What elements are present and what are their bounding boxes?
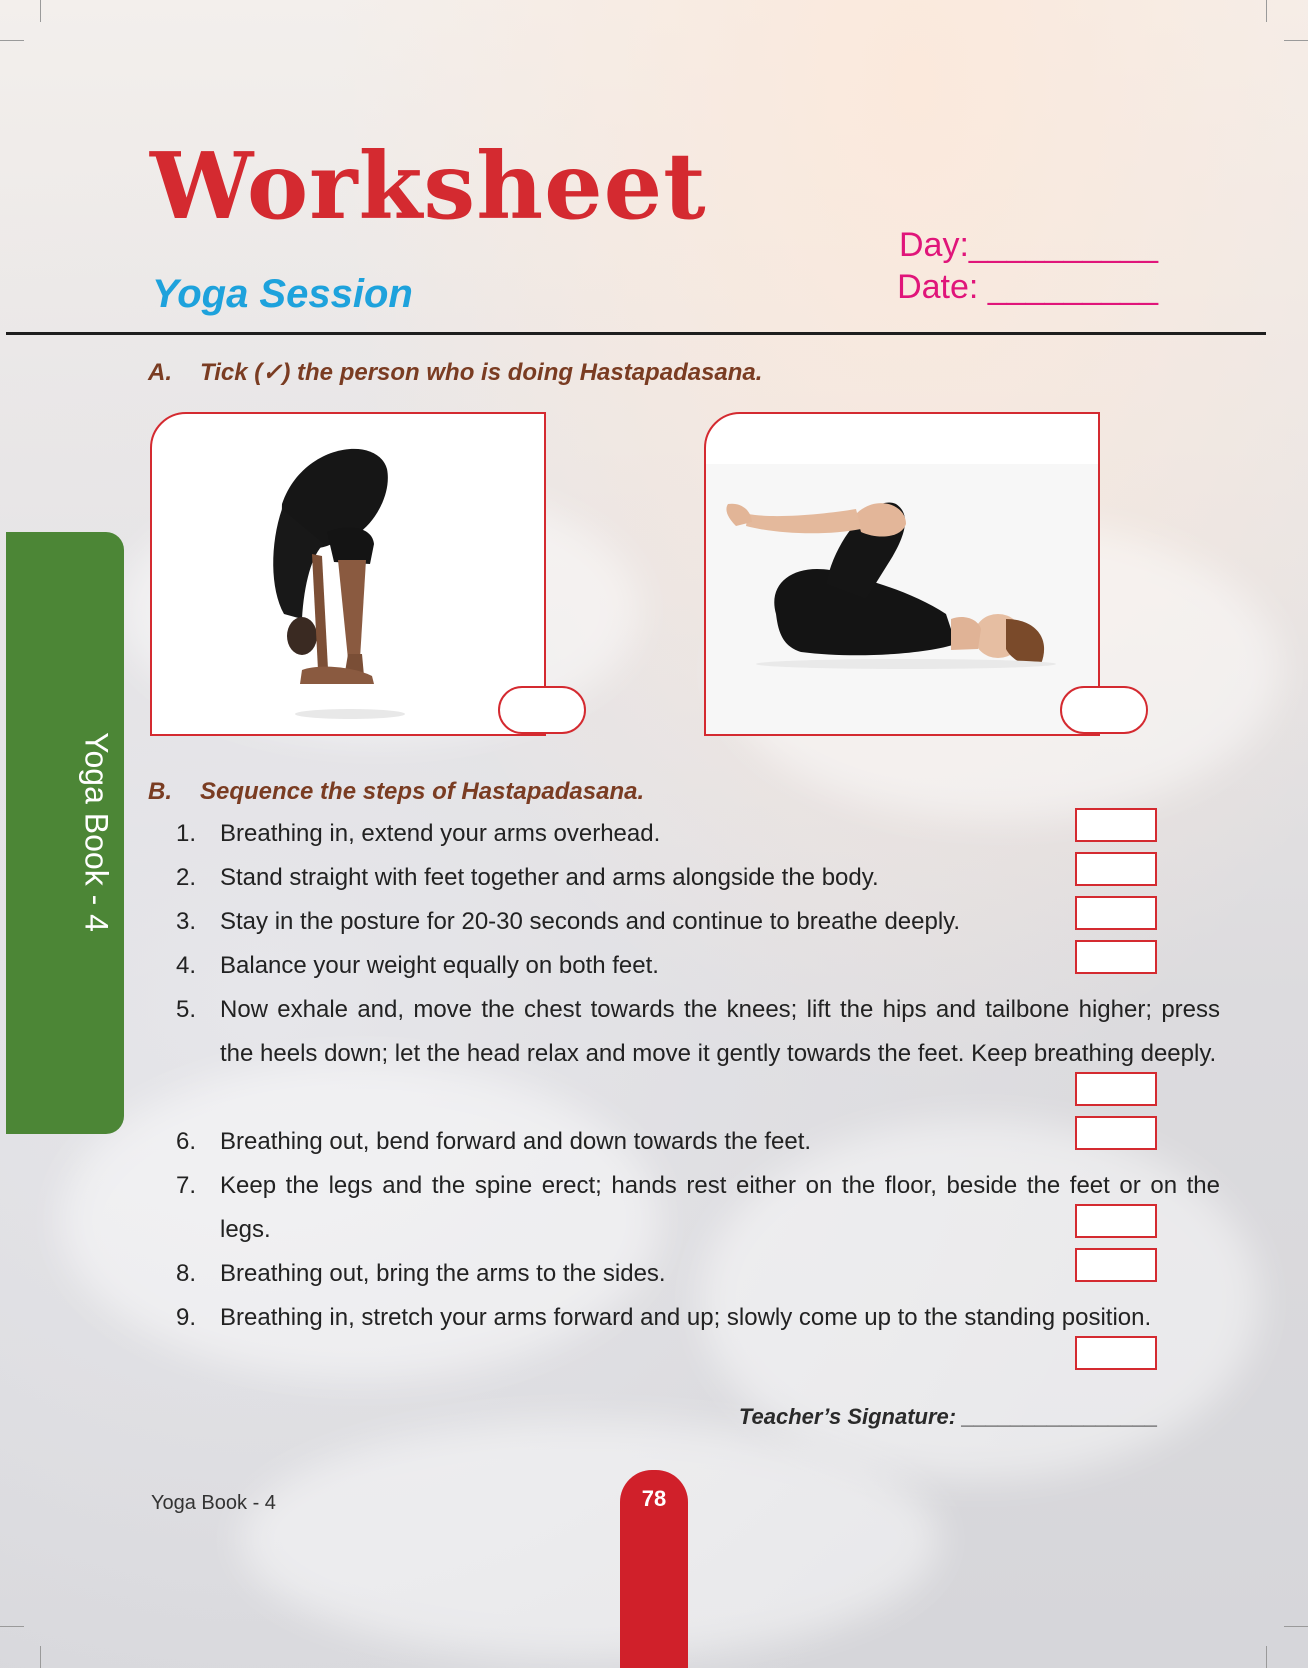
sequence-answer-box-9[interactable] [1075, 1336, 1157, 1370]
step-text: Keep the legs and the spine erect; hands rest either on the floor, beside the feet or on the legs. [220, 1172, 1220, 1243]
step-text: Breathing out, bring the arms to the sides. [220, 1260, 666, 1287]
sequence-answer-box-5[interactable] [1075, 1072, 1157, 1106]
step-number: 2. [175, 864, 196, 891]
header-divider [6, 332, 1266, 335]
step-number: 6. [175, 1128, 196, 1155]
step-number: 5. [175, 996, 196, 1023]
day-blank: __________ [968, 226, 1158, 264]
step-text: Breathing in, stretch your arms forward and up; slowly come up to the standing position. [220, 1304, 1152, 1331]
crop-mark [1266, 0, 1267, 22]
crop-mark [1284, 1626, 1308, 1627]
crop-mark [40, 0, 41, 22]
step-text: Breathing in, extend your arms overhead. [220, 820, 661, 847]
sequence-answer-box-7[interactable] [1075, 1204, 1157, 1238]
step-text: Balance your weight equally on both feet. [220, 952, 659, 979]
crop-mark [1266, 1646, 1267, 1668]
cloud-decoration [240, 1420, 940, 1660]
crop-mark [0, 40, 24, 41]
step-number: 3. [175, 908, 196, 935]
day-field[interactable] [899, 226, 1158, 265]
step-number: 7. [175, 1172, 196, 1199]
step-number: 1. [175, 820, 196, 847]
sequence-answer-box-1[interactable] [1075, 808, 1157, 842]
question-a-label: A. [148, 359, 172, 386]
photo-knees-to-chest-pose [704, 412, 1100, 736]
sequence-answer-box-2[interactable] [1075, 852, 1157, 886]
sequence-answer-box-6[interactable] [1075, 1116, 1157, 1150]
date-blank: _________ [987, 268, 1158, 306]
date-label: Date: [897, 268, 979, 306]
sequence-answer-box-4[interactable] [1075, 940, 1157, 974]
tick-box-1[interactable] [498, 686, 586, 734]
tick-box-2[interactable] [1060, 686, 1148, 734]
question-b-text: Sequence the steps of Hastapadasana. [200, 778, 645, 805]
photo-standing-forward-bend [150, 412, 546, 736]
question-a-text: Tick (✓) the person who is doing Hastapadasana. [200, 359, 763, 386]
step-text: Stay in the posture for 20-30 seconds and continue to breathe deeply. [220, 908, 961, 935]
step-text: Now exhale and, move the chest towards the knees; lift the hips and tailbone higher; press the heels down; let the head relax and move it gently towards the feet. Keep breathing deeply. [220, 996, 1220, 1067]
question-b [148, 778, 644, 806]
step-number: 8. [175, 1260, 196, 1287]
crop-mark [1284, 40, 1308, 41]
step-number: 9. [175, 1304, 196, 1331]
sequence-answer-box-3[interactable] [1075, 896, 1157, 930]
standing-forward-bend-illustration [152, 414, 546, 736]
signature-label: Teacher’s Signature: [738, 1404, 957, 1429]
crop-mark [40, 1646, 41, 1668]
teacher-signature-field[interactable] [739, 1404, 1158, 1430]
page-title: Worksheet [150, 132, 707, 240]
step-number: 4. [175, 952, 196, 979]
side-tab-label: Yoga Book - 4 [78, 732, 115, 932]
footer-book-title: Yoga Book - 4 [151, 1492, 276, 1514]
step-text: Stand straight with feet together and arms alongside the body. [220, 864, 879, 891]
step-text: Breathing out, bend forward and down towards the feet. [220, 1128, 812, 1155]
signature-blank: ________________ [962, 1404, 1158, 1429]
question-b-label: B. [148, 778, 172, 805]
sequence-answer-box-8[interactable] [1075, 1248, 1157, 1282]
page-number: 78 [641, 1486, 667, 1511]
page-number-tab [620, 1470, 688, 1668]
knees-to-chest-illustration [706, 414, 1100, 736]
date-field[interactable] [897, 268, 1158, 307]
crop-mark [0, 1626, 24, 1627]
question-a [148, 358, 762, 387]
session-subtitle: Yoga Session [152, 272, 413, 316]
day-label: Day: [898, 226, 969, 264]
